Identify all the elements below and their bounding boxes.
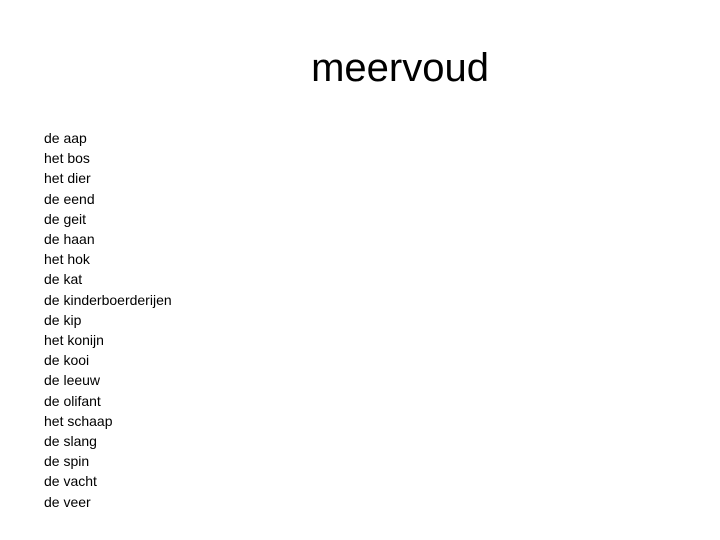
list-item: het dier xyxy=(44,170,91,187)
list-item: de kooi xyxy=(44,352,90,369)
slide-title xyxy=(0,44,720,92)
list-item: de spin xyxy=(44,453,90,470)
list-item: de leeuw xyxy=(44,372,101,389)
list-item: de haan xyxy=(44,231,95,248)
list-item: de kinderboerderijen xyxy=(44,291,172,308)
list-item: de kat xyxy=(44,271,83,288)
list-item: de vacht xyxy=(44,473,97,490)
list-item: de geit xyxy=(44,210,87,227)
list-item: het schaap xyxy=(44,412,113,429)
word-list xyxy=(44,128,172,512)
list-item: het konijn xyxy=(44,332,104,349)
list-item: het bos xyxy=(44,150,90,167)
list-item: de veer xyxy=(44,493,91,510)
list-item: de aap xyxy=(44,130,87,146)
list-item: de olifant xyxy=(44,392,101,409)
slide-title-text: meervoud xyxy=(311,46,489,90)
list-item: de eend xyxy=(44,190,95,207)
list-item: de kip xyxy=(44,311,82,328)
list-item: het hok xyxy=(44,251,90,268)
list-item: de slang xyxy=(44,433,97,450)
